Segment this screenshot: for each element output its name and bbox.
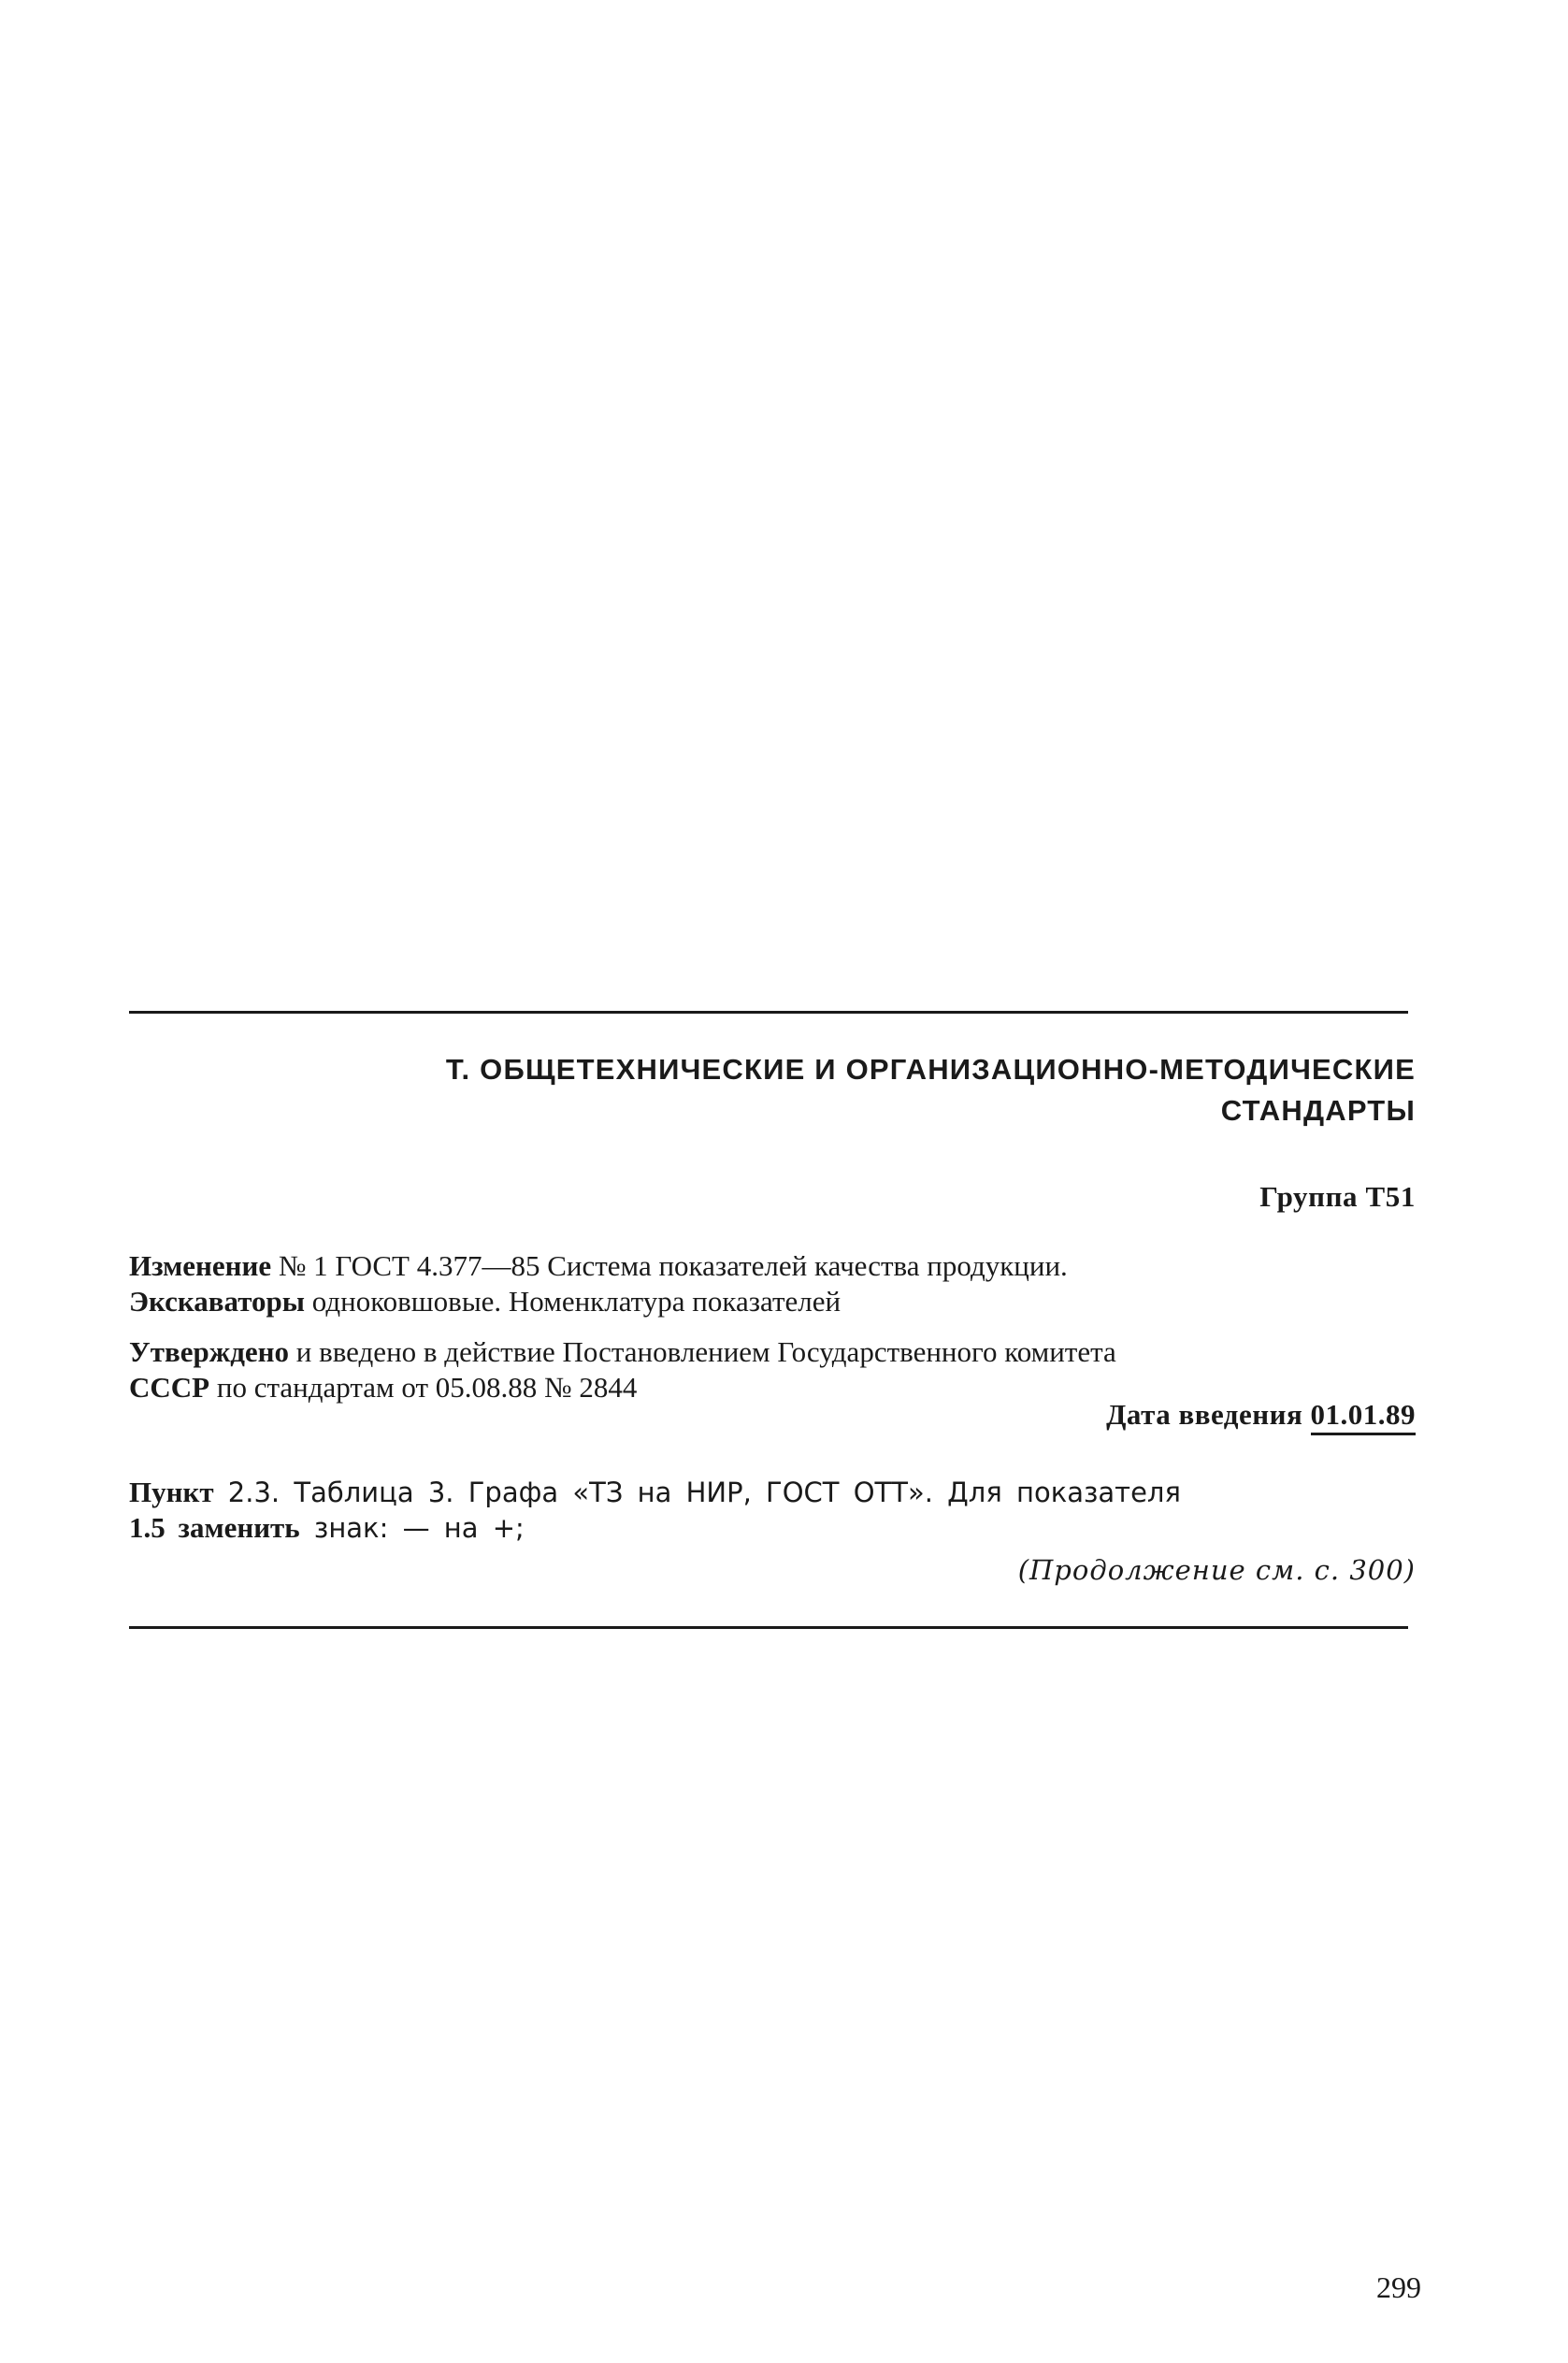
point-paragraph	[129, 1475, 1416, 1546]
approval-label2: СССР	[129, 1371, 210, 1404]
point-lead2: 1.5 заменить	[129, 1511, 300, 1544]
approval-paragraph	[129, 1334, 1416, 1405]
introduction-date	[129, 1398, 1416, 1435]
introduction-date-value: 01.01.89	[1311, 1398, 1417, 1435]
change-text: № 1 ГОСТ 4.377—85 Система показателей качества продукции.	[278, 1249, 1068, 1282]
change-text2: одноковшовые. Номенклатура показателей	[311, 1285, 842, 1318]
change-paragraph	[129, 1248, 1416, 1319]
group-label: Группа Т51	[1259, 1180, 1416, 1213]
point-text: 2.3. Таблица 3. Графа «ТЗ на НИР, ГОСТ ОТТ». Для показателя	[227, 1477, 1181, 1508]
section-heading	[129, 1049, 1416, 1131]
continued-note: (Продолжение см. с. 300)	[1017, 1554, 1416, 1586]
point-text2: знак: — на +;	[313, 1512, 525, 1544]
top-rule	[129, 1011, 1408, 1014]
bottom-rule	[129, 1626, 1408, 1629]
point-lead: Пункт	[129, 1476, 214, 1508]
change-label2: Экскаваторы	[129, 1285, 305, 1318]
approval-label: Утверждено	[129, 1335, 289, 1368]
introduction-date-label: Дата введения	[1106, 1398, 1303, 1431]
change-label: Изменение	[129, 1249, 272, 1282]
section-title-line1: Т. ОБЩЕТЕХНИЧЕСКИЕ И ОРГАНИЗАЦИОННО-МЕТОДИЧЕСКИЕ	[445, 1053, 1416, 1086]
page-number: 299	[1376, 2270, 1421, 2304]
approval-text: и введено в действие Постановлением Государственного комитета	[295, 1335, 1116, 1368]
approval-text2: по стандартам от 05.08.88 № 2844	[216, 1371, 638, 1404]
section-title-line2: СТАНДАРТЫ	[1220, 1094, 1416, 1127]
